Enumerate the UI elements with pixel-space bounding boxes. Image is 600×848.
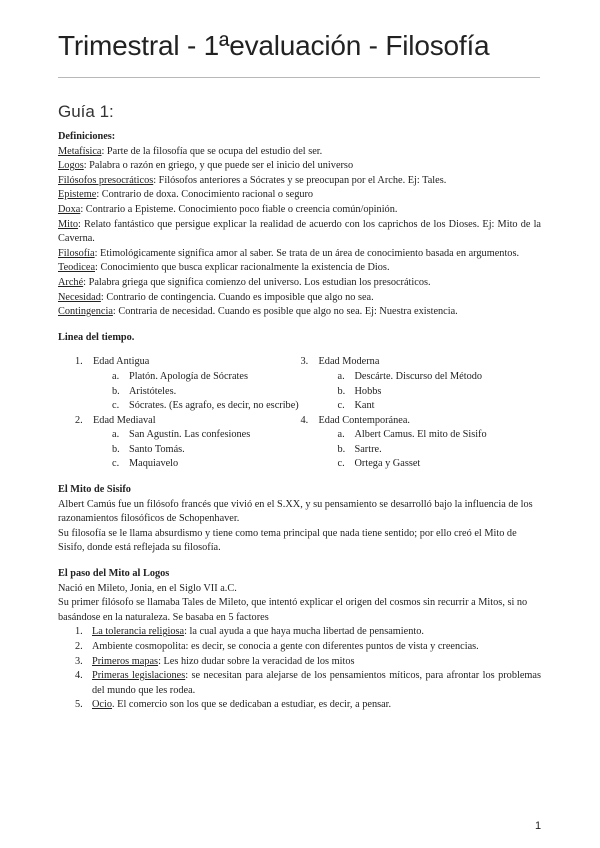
spacer [58, 345, 541, 355]
sisifo-paragraph-1: Albert Camús fue un filósofo francés que vivió en el S.XX, y su pensamiento se desarrolló bajo la influencia de los razonamientos filosóficos de Schopenhaver. [58, 498, 533, 525]
factor-text: : se necesitan para alejarse de los pensamientos míticos, para afrontar los problemas del mundo que les rodea. [92, 670, 541, 696]
subitem-text: Maquiavelo [129, 458, 179, 470]
subitem-text: Aristóteles. [129, 385, 177, 397]
factor-term: Ocio [92, 699, 113, 711]
era-item [75, 414, 300, 472]
definition-text: : Palabra griega que significa comienzo del universo. Los estudian los presocráticos. [83, 276, 431, 288]
definition-item [58, 188, 541, 203]
definition-text: : Relato fantástico que persigue explicar la realidad de acuerdo con los caprichos de los Dioses. Ej: Mito de la Caverna. [58, 218, 541, 245]
subitem-letter: b. [112, 443, 120, 455]
era-item [301, 414, 542, 472]
factor-body [92, 655, 355, 670]
title-divider [58, 77, 540, 78]
era-item [301, 355, 542, 413]
subitem-text: Albert Camus. El mito de Sisifo [354, 429, 487, 441]
factor-body [92, 640, 479, 655]
factor-term: Primeros mapas [92, 655, 159, 667]
era-name: Edad Mediaval [93, 414, 156, 426]
timeline-columns [58, 355, 541, 472]
subitem-letter: b. [337, 443, 346, 455]
definition-text: : Contrario de doxa. Conocimiento racional o seguro [96, 189, 314, 201]
subitem-letter: c. [112, 400, 120, 412]
subitem-letter: b. [112, 385, 120, 397]
factor-number: 2. [75, 641, 83, 652]
subitem-letter: a. [337, 370, 345, 382]
factor-text: . El comercio son los que se dedicaban a estudiar, es decir, a pensar. [112, 699, 392, 711]
factor-body [92, 625, 424, 640]
factor-term: Primeras legislaciones [92, 670, 186, 682]
definition-item [58, 261, 541, 276]
definition-term: Mito [58, 218, 79, 230]
factor-text: : es decir, se conocia a gente con diferentes puntos de vista y creencias. [185, 641, 479, 652]
subitem-letter: a. [112, 429, 120, 441]
spacer [58, 320, 541, 331]
era-sublist [75, 428, 300, 472]
factor-body [92, 669, 541, 698]
definition-item [58, 203, 541, 218]
factor-item [75, 625, 541, 640]
factor-number: 4. [75, 670, 83, 682]
definition-item [58, 174, 541, 189]
document-title: Trimestral - 1ªevaluación - Filosofía [58, 30, 490, 61]
definition-text: : Contrario de contingencia. Cuando es imposible que algo no sea. [100, 291, 374, 303]
era-row [301, 414, 542, 429]
factor-number: 3. [75, 655, 83, 667]
timeline-heading: Linea del tiempo. [58, 331, 135, 343]
subitem-text: Hobbs [354, 385, 382, 397]
factor-text: : Les hizo dudar sobre la veracidad de los mitos [158, 655, 355, 667]
factor-number: 1. [75, 626, 83, 638]
era-subitem [112, 457, 300, 472]
factor-text: : la cual ayuda a que haya mucha libertad de pensamiento. [184, 626, 424, 638]
definition-text: : Conocimiento que busca explicar racionalmente la existencia de Dios. [95, 262, 390, 274]
era-subitem [112, 370, 300, 385]
era-subitem [338, 385, 542, 400]
factor-item [75, 669, 541, 698]
definition-item [58, 305, 541, 320]
subitem-letter: b. [337, 385, 346, 397]
subitem-text: Platón. Apología de Sócrates [129, 370, 248, 382]
definition-term: Contingencia [58, 306, 113, 318]
definition-term: Necesidad [58, 291, 101, 303]
definition-item [58, 145, 541, 160]
era-number: 1. [75, 356, 83, 368]
subitem-text: Ortega y Gasset [354, 458, 421, 470]
definition-term: Logos [58, 160, 84, 172]
subitem-text: Santo Tomás. [129, 443, 185, 455]
era-list [75, 355, 300, 472]
document-body [58, 130, 541, 713]
definition-term: Metafísica [58, 145, 102, 157]
era-subitem [338, 428, 542, 443]
timeline-column-left [58, 355, 300, 472]
factor-body [92, 698, 391, 713]
subitem-letter: c. [112, 458, 120, 470]
era-name: Edad Moderna [318, 356, 380, 368]
era-item [75, 355, 300, 413]
era-number: 3. [300, 356, 309, 368]
factor-item [75, 640, 541, 655]
subitem-letter: c. [337, 400, 345, 412]
factor-item [75, 655, 541, 670]
era-sublist [301, 370, 542, 414]
guide-heading: Guía 1: [58, 102, 114, 121]
definition-item [58, 276, 541, 291]
spacer [58, 556, 541, 567]
era-number: 2. [75, 414, 83, 426]
factor-term: Ambiente cosmopolita [92, 641, 186, 652]
page-number: 1 [535, 820, 542, 832]
definition-term: Teodicea [58, 262, 96, 274]
subitem-letter: c. [337, 458, 345, 470]
definition-term: Filosofía [58, 247, 95, 259]
era-subitem [338, 457, 542, 472]
definition-text: : Parte de la filosofía que se ocupa del estudio del ser. [101, 145, 323, 157]
definition-text: : Contraria de necesidad. Cuando es posible que algo no sea. Ej: Nuestra existencia. [112, 306, 458, 318]
definition-term: Filósofos presocráticos [58, 174, 154, 186]
logos-heading: El paso del Mito al Logos [58, 568, 170, 580]
subitem-text: Descárte. Discurso del Método [354, 370, 483, 382]
era-subitem [112, 385, 300, 400]
era-subitem [338, 370, 542, 385]
factors-list [58, 625, 541, 713]
definitions-heading: Definiciones: [58, 131, 116, 142]
era-sublist [301, 428, 542, 472]
era-subitem [338, 443, 542, 458]
sisifo-heading: El Mito de Sisifo [58, 484, 131, 496]
era-name: Edad Contemporánea. [318, 414, 410, 426]
era-number: 4. [300, 414, 309, 426]
subitem-text: Sócrates. (Es agrafo, es decir, no escribe) [129, 400, 299, 412]
subitem-text: Kant [354, 400, 375, 412]
logos-paragraph-2: Su primer filósofo se llamaba Tales de Mileto, que intentó explicar el origen del cosmos sin recurrir a Mitos, si no basándose en la naturaleza. Se basaba en 5 factores [58, 597, 528, 623]
logos-paragraph-1: Nació en Mileto, Jonia, en el Siglo VII a.C. [58, 582, 237, 594]
definition-text: : Contrario a Episteme. Conocimiento poco fiable o creencia común/opinión. [80, 203, 398, 215]
era-row [301, 355, 542, 370]
era-row [75, 414, 300, 429]
definition-term: Episteme [58, 189, 97, 201]
definition-item [58, 159, 541, 174]
definition-item [58, 291, 541, 306]
factor-number: 5. [75, 699, 83, 711]
factor-item [75, 698, 541, 713]
era-subitem [112, 443, 300, 458]
definitions-list [58, 145, 541, 320]
era-subitem [112, 428, 300, 443]
era-sublist [75, 370, 300, 414]
subitem-text: San Agustín. Las confesiones [129, 429, 251, 441]
subitem-letter: a. [112, 370, 120, 382]
era-row [75, 355, 300, 370]
timeline-column-right [300, 355, 542, 472]
definition-item [58, 218, 541, 247]
definition-term: Doxa [58, 203, 81, 215]
era-name: Edad Antigua [93, 356, 150, 368]
era-subitem [112, 399, 300, 414]
definition-text: : Palabra o razón en griego, y que puede ser el inicio del universo [83, 160, 354, 172]
subitem-text: Sartre. [354, 443, 382, 455]
factor-term: La tolerancia religiosa [92, 626, 185, 638]
sisifo-paragraph-2: Su filosofía se le llama absurdismo y tiene como tema principal que nada tiene sentido; por ello creó el Mito de Sisifo, donde está reflejada su filosofía. [58, 527, 517, 554]
era-list [301, 355, 542, 472]
definition-text: : Filósofos anteriores a Sócrates y se preocupan por el Arche. Ej: Tales. [153, 174, 447, 186]
spacer [58, 472, 541, 483]
era-subitem [338, 399, 542, 414]
definition-term: Arché [58, 276, 84, 288]
definition-text: : Etimológicamente significa amor al saber. Se trata de un área de conocimiento basada en argumentos. [94, 247, 520, 259]
definition-item [58, 247, 541, 262]
subitem-letter: a. [337, 429, 345, 441]
